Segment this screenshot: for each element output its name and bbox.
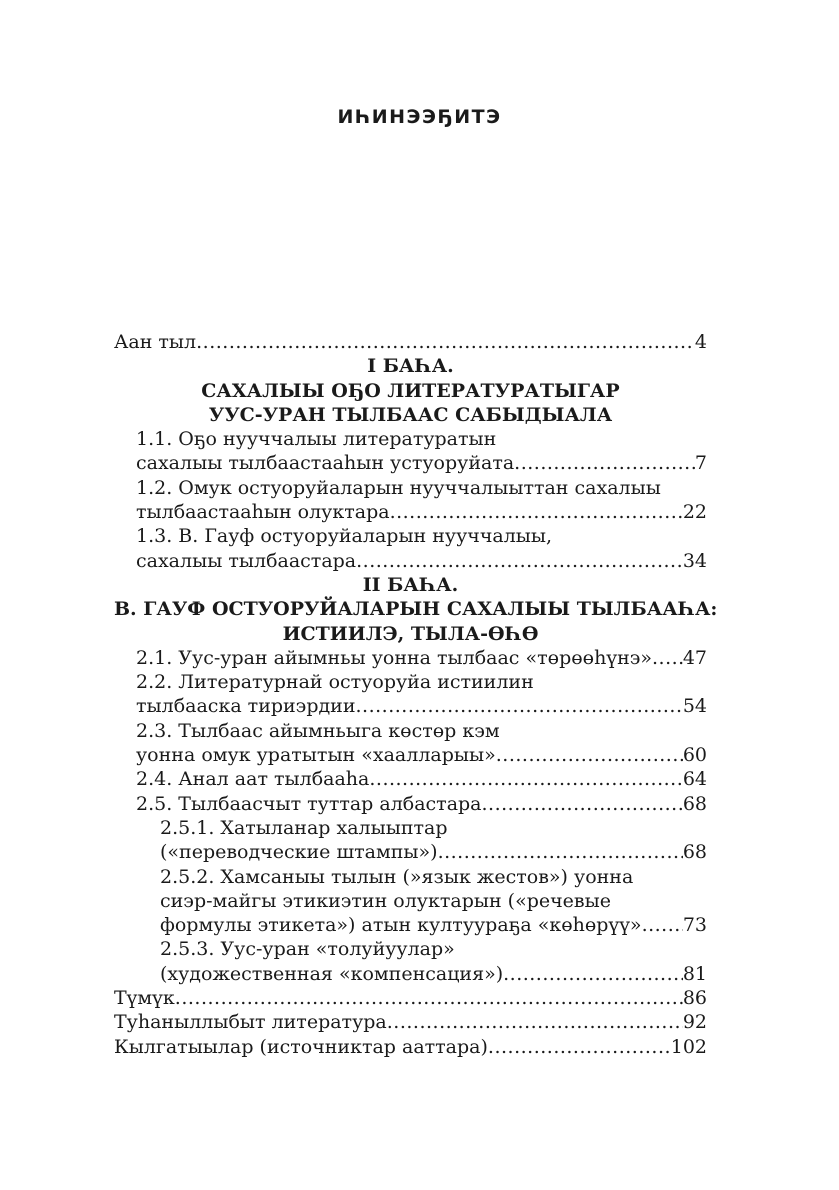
toc-entry-appendix[interactable] — [114, 1035, 707, 1059]
toc-page-number: 64 — [682, 768, 707, 791]
toc-entry-2-1[interactable] — [114, 646, 707, 670]
toc-page-number: 86 — [682, 987, 707, 1010]
dot-leader — [175, 986, 683, 1010]
page-title: ИҺИНЭЭҔИТЭ — [337, 106, 502, 128]
toc-entry-label: («переводческие штампы») — [160, 841, 438, 864]
dot-leader — [196, 330, 695, 354]
dot-leader — [503, 962, 683, 986]
toc-page-number: 68 — [682, 792, 707, 815]
toc-entry-conclusion[interactable] — [114, 986, 707, 1010]
table-of-contents — [114, 330, 718, 1059]
dot-leader — [488, 1035, 671, 1059]
toc-entry-line: сиэр-майгы этикиэтин олуктарын («речевые — [160, 889, 611, 912]
toc-entry-label: тылбаастааһын олуктара — [136, 501, 390, 524]
toc-entry-label: сахалыы тылбаастааһын устуоруйата — [136, 452, 515, 475]
chapter-2-title-line: В. ГАУФ ОСТУОРУЙАЛАРЫН САХАЛЫЫ ТЫЛБААҺА: — [114, 598, 718, 621]
dot-leader — [356, 549, 683, 573]
toc-entry-2-5[interactable] — [114, 792, 707, 816]
toc-page-number: 68 — [682, 841, 707, 864]
toc-page-number: 54 — [682, 695, 707, 718]
toc-page-number: 7 — [694, 452, 707, 475]
chapter-2-heading: II БАҺА. — [362, 573, 459, 596]
toc-entry-line: 2.5.1. Хатыланар халыыптар — [160, 816, 448, 839]
dot-leader — [482, 792, 683, 816]
toc-page-number: 73 — [682, 914, 707, 937]
toc-entry-label: сахалыы тылбаастара — [136, 549, 357, 572]
toc-entry-label: формулы этикета») атын култуураҕа «көһөрүү» — [160, 914, 642, 937]
toc-entry-label: (художественная «компенсация») — [160, 962, 504, 985]
toc-page-number: 92 — [682, 1011, 707, 1034]
dot-leader — [438, 840, 683, 864]
dot-leader — [356, 694, 683, 718]
dot-leader — [387, 1010, 683, 1034]
toc-page-number: 34 — [682, 549, 707, 572]
toc-entry-label: тылбааска тириэрдии — [136, 695, 356, 718]
toc-entry-2-4[interactable] — [114, 767, 707, 791]
toc-entry-2-3[interactable] — [114, 743, 707, 767]
toc-entry-label: 2.4. Анал аат тылбааһа — [136, 768, 370, 791]
toc-page-number: 102 — [670, 1035, 707, 1058]
toc-page-number: 81 — [682, 962, 707, 985]
toc-entry-2-5-1[interactable] — [114, 840, 707, 864]
chapter-2-title-line: ИСТИИЛЭ, ТЫЛА-ӨҺӨ — [282, 622, 539, 645]
dot-leader — [369, 767, 682, 791]
dot-leader — [496, 743, 683, 767]
dot-leader — [642, 913, 683, 937]
toc-entry-intro[interactable] — [114, 330, 707, 354]
toc-entry-line: 1.1. Оҕо нууччалыы литературатын — [136, 428, 497, 451]
toc-entry-2-2[interactable] — [114, 694, 707, 718]
toc-entry-label: Аан тыл — [114, 331, 197, 353]
toc-entry-2-5-2[interactable] — [114, 913, 707, 937]
toc-page-number: 22 — [682, 501, 707, 524]
toc-entry-line: 2.5.3. Уус-уран «толуйуулар» — [160, 938, 455, 961]
toc-entry-label: 2.5. Тылбаасчыт туттар албастара — [136, 792, 482, 815]
chapter-1-title-line: САХАЛЫЫ ОҔО ЛИТЕРАТУРАТЫГАР — [201, 379, 620, 402]
toc-entry-label: Туһаныллыбыт литература — [114, 1011, 387, 1034]
chapter-1-title-line: УУС-УРАН ТЫЛБААС САБЫДЫАЛА — [208, 403, 613, 426]
toc-entry-references[interactable] — [114, 1010, 707, 1034]
toc-entry-line: 2.5.2. Хамсаныы тылын (»язык жестов») уонна — [160, 865, 634, 888]
toc-page-number: 4 — [694, 331, 707, 353]
toc-page-number: 47 — [682, 646, 707, 669]
chapter-1-heading: I БАҺА. — [367, 355, 454, 378]
dot-leader — [390, 500, 683, 524]
toc-entry-label: 2.1. Уус-уран айымньы уонна тылбаас «төрөөһүнэ» — [136, 646, 653, 669]
toc-entry-line: 1.2. Омук остуоруйаларын нууччалыыттан сахалыы — [136, 476, 661, 499]
toc-entry-label: Түмүк — [114, 987, 175, 1010]
toc-entry-label: уонна омук уратытын «хаалларыы» — [136, 744, 496, 767]
toc-page-number: 60 — [682, 744, 707, 767]
dot-leader — [652, 646, 683, 670]
toc-entry-1-2[interactable] — [114, 500, 707, 524]
toc-entry-2-5-3[interactable] — [114, 962, 707, 986]
toc-entry-1-1[interactable] — [114, 451, 707, 475]
toc-entry-line: 2.2. Литературнай остуоруйа истиилин — [136, 671, 534, 694]
toc-entry-line: 2.3. Тылбаас айымньыга көстөр кэм — [136, 719, 500, 742]
dot-leader — [514, 451, 695, 475]
toc-entry-label: Кылгатыылар (источниктар ааттара) — [114, 1035, 488, 1058]
toc-entry-line: 1.3. В. Гауф остуоруйаларын нууччалыы, — [136, 525, 553, 548]
toc-entry-1-3[interactable] — [114, 549, 707, 573]
